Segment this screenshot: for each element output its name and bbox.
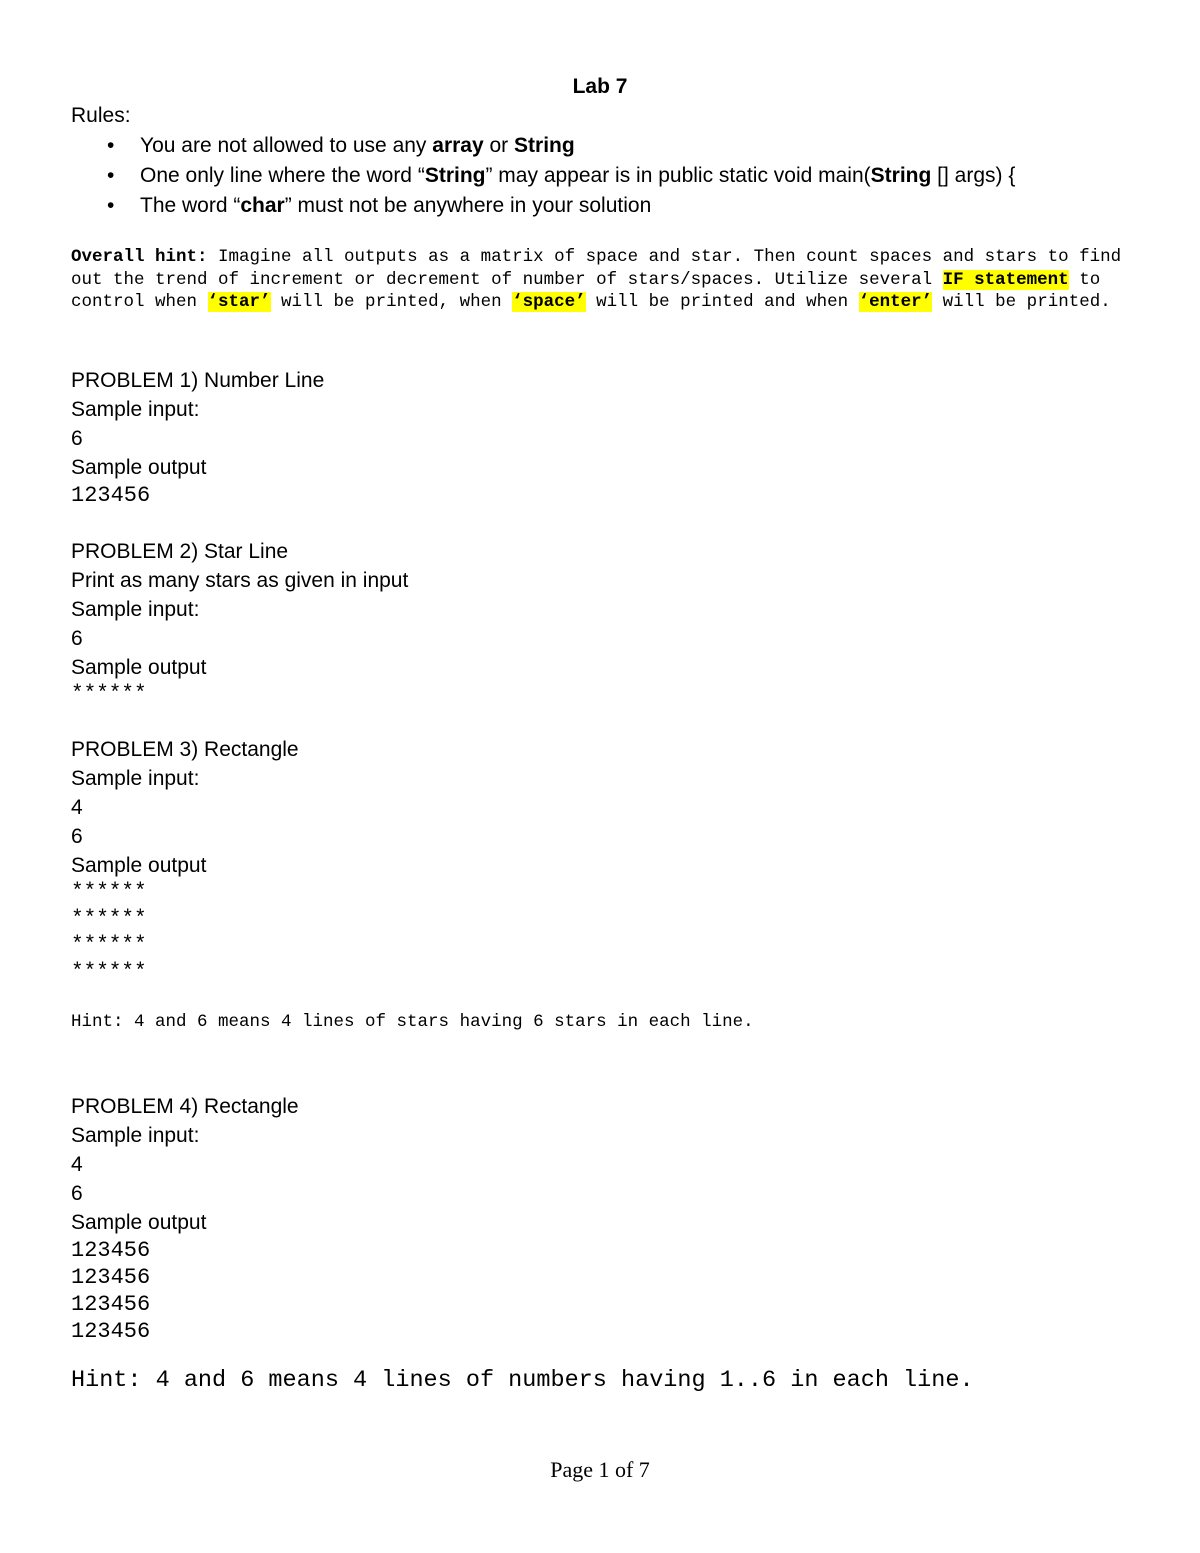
overall-hint-label: Overall hint: [71, 247, 208, 267]
problem-4-hint: Hint: 4 and 6 means 4 lines of numbers having 1..6 in each line. [71, 1367, 974, 1394]
sample-output-line: ****** [71, 907, 147, 931]
sample-output-label: Sample output [71, 656, 207, 679]
rule-bold: char [240, 194, 285, 217]
rule-item [71, 131, 1015, 161]
problem-3-hint: Hint: 4 and 6 means 4 lines of stars having 6 stars in each line. [71, 1012, 754, 1032]
rule-text: [] args) { [931, 164, 1016, 187]
overall-hint [71, 246, 1141, 314]
sample-input-label: Sample input: [71, 598, 200, 621]
problem-2 [71, 537, 408, 709]
problem-heading: PROBLEM 4) Rectangle [71, 1095, 299, 1118]
bullet-icon: • [107, 194, 115, 217]
sample-output-line: ****** [71, 960, 147, 984]
sample-output-line: 123456 [71, 1238, 151, 1263]
sample-output-line: 123456 [71, 483, 151, 508]
rule-text: You are not allowed to use any [140, 134, 433, 157]
rule-item [71, 161, 1015, 191]
problem-heading: PROBLEM 2) Star Line [71, 540, 289, 563]
sample-output-line: ****** [71, 934, 147, 957]
sample-input-label: Sample input: [71, 767, 200, 790]
sample-input-value: 6 [71, 1182, 83, 1205]
sample-input-value: 4 [71, 796, 83, 819]
problem-1 [71, 366, 324, 509]
page-number: Page 1 of 7 [550, 1457, 650, 1482]
highlight-space: ‘space’ [512, 292, 586, 312]
bullet-icon: • [107, 134, 115, 157]
sample-output-label: Sample output [71, 456, 207, 479]
sample-input-label: Sample input: [71, 398, 200, 421]
rule-text: ” must not be anywhere in your solution [284, 194, 652, 217]
sample-output-line: ****** [71, 881, 147, 904]
hint-text: will be printed. [932, 292, 1111, 312]
rule-bold: String [424, 164, 486, 187]
problem-4 [71, 1092, 299, 1345]
rule-text: The word “ [140, 194, 241, 217]
rule-bold: String [514, 134, 575, 157]
sample-input-label: Sample input: [71, 1124, 200, 1147]
hint-text: to control when [71, 269, 1101, 312]
sample-input-value: 6 [71, 627, 83, 650]
sample-output-line: 123456 [71, 1292, 151, 1317]
rule-text: ” may appear is in public static void main( [485, 164, 871, 187]
problem-description: Print as many stars as given in input [71, 569, 409, 592]
lab-title: Lab 7 [572, 75, 628, 98]
problem-3 [71, 735, 299, 986]
highlight-if-statement: IF statement [942, 269, 1069, 290]
hint-text: Imagine all outputs as a matrix of space and star. Then count spaces and stars to find out the trend of increment or decrement of number of stars/spaces. Utilize several [71, 247, 1122, 290]
sample-output-line: ****** [71, 683, 147, 706]
problem-heading: PROBLEM 3) Rectangle [71, 738, 299, 761]
rules-list [71, 131, 1015, 221]
rule-bold: array [432, 134, 484, 157]
problem-heading: PROBLEM 1) Number Line [71, 369, 325, 392]
sample-output-label: Sample output [71, 854, 207, 877]
sample-output-line: 123456 [71, 1265, 151, 1290]
hint-text: will be printed and when [585, 292, 859, 312]
sample-input-value: 6 [71, 825, 83, 848]
rule-text: or [483, 134, 515, 157]
sample-output-label: Sample output [71, 1211, 207, 1234]
sample-output-line: 123456 [71, 1319, 151, 1344]
rule-bold: String [870, 164, 932, 187]
hint-text: will be printed, when [270, 292, 513, 312]
rule-item [71, 191, 1015, 221]
highlight-enter: ‘enter’ [858, 292, 933, 312]
sample-input-value: 4 [71, 1153, 83, 1176]
sample-input-value: 6 [71, 427, 83, 450]
bullet-icon: • [107, 164, 115, 187]
rules-section [71, 101, 1015, 221]
rule-text: One only line where the word “ [140, 164, 425, 187]
highlight-star: ‘star’ [207, 292, 271, 312]
rules-heading: Rules: [71, 104, 131, 127]
